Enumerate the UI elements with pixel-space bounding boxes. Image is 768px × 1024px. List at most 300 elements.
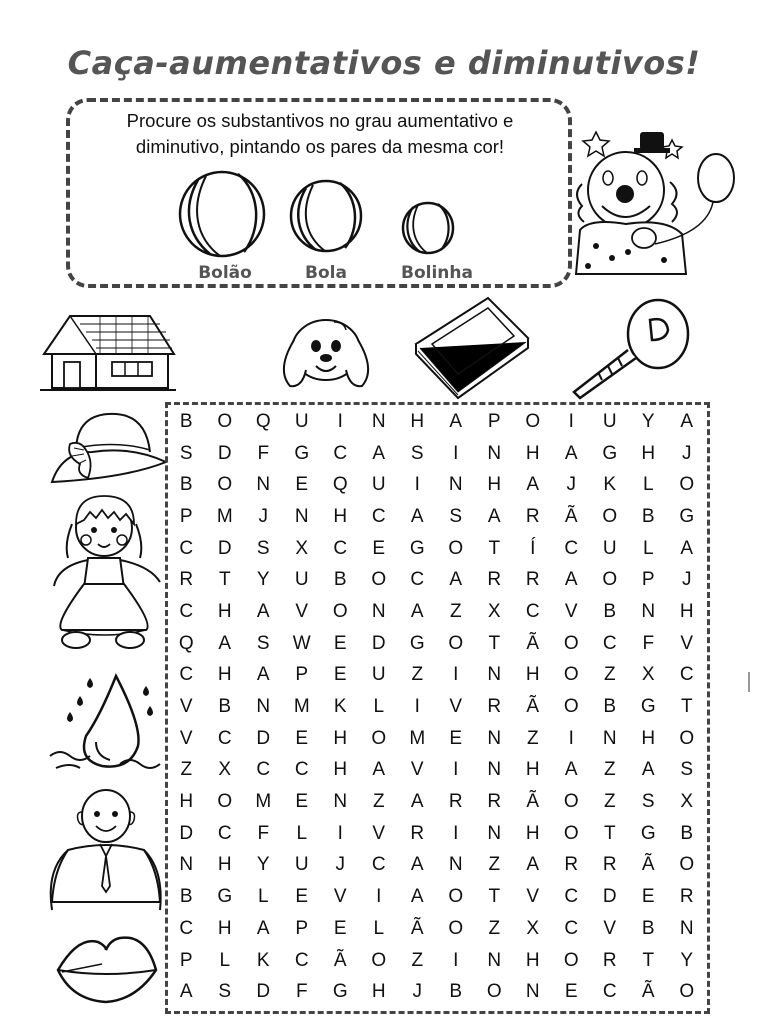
- grid-letter[interactable]: O: [448, 886, 464, 908]
- grid-letter[interactable]: V: [526, 886, 540, 908]
- grid-letter[interactable]: M: [255, 791, 272, 813]
- grid-letter[interactable]: A: [218, 632, 232, 654]
- grid-letter[interactable]: G: [602, 442, 618, 464]
- grid-letter[interactable]: I: [453, 949, 459, 971]
- grid-letter[interactable]: B: [179, 886, 193, 908]
- dog-icon: [278, 314, 374, 390]
- grid-row: [167, 564, 707, 596]
- grid-letter[interactable]: G: [294, 442, 310, 464]
- grid-letter[interactable]: S: [256, 537, 270, 559]
- grid-letter[interactable]: C: [179, 537, 194, 559]
- grid-letter[interactable]: H: [333, 727, 348, 749]
- grid-letter[interactable]: Ã: [564, 505, 578, 527]
- grid-letter[interactable]: P: [179, 949, 193, 971]
- grid-letter[interactable]: J: [566, 474, 576, 496]
- grid-letter[interactable]: G: [409, 537, 425, 559]
- grid-letter[interactable]: Z: [603, 759, 616, 781]
- grid-letter[interactable]: Z: [411, 664, 424, 686]
- grid-letter[interactable]: N: [602, 727, 617, 749]
- grid-letter[interactable]: Í: [530, 537, 536, 559]
- grid-letter[interactable]: B: [449, 981, 463, 1003]
- grid-letter[interactable]: V: [295, 600, 309, 622]
- grid-letter[interactable]: A: [526, 474, 540, 496]
- grid-letter[interactable]: S: [449, 505, 463, 527]
- grid-letter[interactable]: L: [642, 537, 654, 559]
- grid-row: [167, 533, 707, 565]
- grid-letter[interactable]: H: [333, 505, 348, 527]
- grid-letter[interactable]: O: [563, 632, 579, 654]
- grid-letter[interactable]: I: [337, 410, 343, 432]
- grid-row: [167, 786, 707, 818]
- grid-letter[interactable]: V: [179, 696, 193, 718]
- page-title: Caça-aumentativos e diminutivos!: [67, 44, 701, 82]
- grid-letter[interactable]: C: [333, 537, 348, 559]
- grid-letter[interactable]: O: [679, 474, 695, 496]
- grid-letter[interactable]: L: [257, 886, 269, 908]
- grid-letter[interactable]: E: [333, 664, 347, 686]
- grid-letter[interactable]: P: [295, 664, 309, 686]
- grid-letter[interactable]: L: [373, 917, 385, 939]
- grid-letter[interactable]: I: [376, 886, 382, 908]
- grid-letter[interactable]: H: [333, 759, 348, 781]
- grid-letter[interactable]: R: [602, 854, 617, 876]
- grid-letter[interactable]: C: [371, 854, 386, 876]
- grid-letter[interactable]: Ã: [410, 917, 424, 939]
- grid-letter[interactable]: M: [293, 696, 310, 718]
- grid-letter[interactable]: Ã: [526, 791, 540, 813]
- grid-letter[interactable]: J: [412, 981, 422, 1003]
- ball-label-bolao: Bolão: [198, 263, 252, 283]
- grid-letter[interactable]: T: [642, 949, 655, 971]
- water-drop-icon: [50, 656, 162, 774]
- grid-letter[interactable]: K: [333, 696, 347, 718]
- grid-letter[interactable]: J: [258, 505, 268, 527]
- grid-letter[interactable]: O: [563, 949, 579, 971]
- grid-letter[interactable]: O: [525, 410, 541, 432]
- grid-letter[interactable]: E: [449, 727, 463, 749]
- grid-letter[interactable]: A: [680, 537, 694, 559]
- grid-letter[interactable]: C: [256, 759, 271, 781]
- grid-letter[interactable]: L: [373, 696, 385, 718]
- grid-letter[interactable]: I: [414, 474, 420, 496]
- grid-letter[interactable]: A: [179, 981, 193, 1003]
- grid-letter[interactable]: G: [640, 822, 656, 844]
- grid-letter[interactable]: B: [680, 822, 694, 844]
- grid-letter[interactable]: R: [487, 791, 502, 813]
- grid-letter[interactable]: I: [453, 759, 459, 781]
- grid-letter[interactable]: I: [453, 664, 459, 686]
- grid-letter[interactable]: N: [487, 759, 502, 781]
- ball-label-bolinha: Bolinha: [401, 263, 473, 283]
- grid-letter[interactable]: V: [410, 759, 424, 781]
- grid-letter[interactable]: J: [335, 854, 345, 876]
- grid-letter[interactable]: D: [256, 727, 271, 749]
- grid-letter[interactable]: R: [487, 569, 502, 591]
- grid-letter[interactable]: C: [602, 632, 617, 654]
- grid-row: [167, 406, 707, 438]
- grid-letter[interactable]: O: [371, 727, 387, 749]
- grid-letter[interactable]: E: [295, 791, 309, 813]
- grid-row: [167, 881, 707, 913]
- grid-letter[interactable]: L: [296, 822, 308, 844]
- grid-letter[interactable]: R: [410, 822, 425, 844]
- grid-letter[interactable]: Ã: [641, 854, 655, 876]
- grid-letter[interactable]: F: [257, 442, 270, 464]
- grid-letter[interactable]: U: [294, 410, 309, 432]
- grid-letter[interactable]: O: [563, 822, 579, 844]
- grid-letter[interactable]: R: [487, 696, 502, 718]
- grid-letter[interactable]: Y: [256, 569, 270, 591]
- grid-letter[interactable]: E: [333, 917, 347, 939]
- grid-letter[interactable]: Ã: [526, 696, 540, 718]
- grid-letter[interactable]: V: [564, 600, 578, 622]
- grid-letter[interactable]: V: [603, 917, 617, 939]
- grid-letter[interactable]: H: [525, 759, 540, 781]
- grid-letter[interactable]: C: [179, 664, 194, 686]
- grid-letter[interactable]: L: [219, 949, 231, 971]
- grid-letter[interactable]: A: [449, 410, 463, 432]
- grid-letter[interactable]: B: [641, 917, 655, 939]
- grid-letter[interactable]: Z: [603, 664, 616, 686]
- grid-letter[interactable]: W: [292, 632, 311, 654]
- grid-row: [167, 850, 707, 882]
- grid-letter[interactable]: U: [294, 854, 309, 876]
- grid-letter[interactable]: O: [563, 664, 579, 686]
- grid-letter[interactable]: N: [371, 410, 386, 432]
- grid-letter[interactable]: A: [526, 854, 540, 876]
- grid-letter[interactable]: E: [564, 981, 578, 1003]
- grid-letter[interactable]: A: [410, 854, 424, 876]
- grid-letter[interactable]: V: [680, 632, 694, 654]
- ball-label-bola: Bola: [305, 263, 347, 283]
- grid-letter[interactable]: V: [179, 727, 193, 749]
- grid-row: [167, 976, 707, 1008]
- grid-letter[interactable]: X: [295, 537, 309, 559]
- grid-letter[interactable]: A: [641, 759, 655, 781]
- grid-letter[interactable]: G: [640, 696, 656, 718]
- grid-letter[interactable]: O: [371, 569, 387, 591]
- grid-letter[interactable]: H: [525, 949, 540, 971]
- grid-letter[interactable]: E: [295, 474, 309, 496]
- grid-letter[interactable]: B: [333, 569, 347, 591]
- grid-letter[interactable]: C: [410, 569, 425, 591]
- grid-letter[interactable]: P: [641, 569, 655, 591]
- grid-letter[interactable]: A: [410, 886, 424, 908]
- grid-letter[interactable]: Z: [488, 854, 501, 876]
- grid-letter[interactable]: N: [371, 600, 386, 622]
- grid-letter[interactable]: A: [564, 759, 578, 781]
- grid-letter[interactable]: A: [449, 569, 463, 591]
- grid-letter[interactable]: H: [371, 981, 386, 1003]
- grid-letter[interactable]: Y: [680, 949, 694, 971]
- big-ball-icon: [176, 168, 268, 260]
- grid-letter[interactable]: H: [217, 600, 232, 622]
- medium-ball-icon: [288, 178, 364, 254]
- grid-letter[interactable]: M: [216, 505, 233, 527]
- grid-letter[interactable]: C: [217, 727, 232, 749]
- grid-letter[interactable]: K: [256, 949, 270, 971]
- grid-letter[interactable]: B: [603, 600, 617, 622]
- grid-letter[interactable]: O: [217, 791, 233, 813]
- grid-letter[interactable]: O: [602, 505, 618, 527]
- grid-letter[interactable]: S: [680, 759, 694, 781]
- grid-letter[interactable]: B: [603, 696, 617, 718]
- grid-letter[interactable]: R: [525, 505, 540, 527]
- grid-letter[interactable]: G: [217, 886, 233, 908]
- grid-letter[interactable]: O: [371, 949, 387, 971]
- grid-row: [167, 913, 707, 945]
- grid-letter[interactable]: N: [487, 442, 502, 464]
- grid-letter[interactable]: C: [333, 442, 348, 464]
- grid-letter[interactable]: H: [487, 474, 502, 496]
- grid-letter[interactable]: Q: [255, 410, 271, 432]
- grid-letter[interactable]: V: [449, 696, 463, 718]
- grid-letter[interactable]: Z: [603, 791, 616, 813]
- grid-letter[interactable]: C: [564, 917, 579, 939]
- grid-letter[interactable]: H: [525, 442, 540, 464]
- grid-letter[interactable]: H: [410, 410, 425, 432]
- grid-letter[interactable]: Z: [449, 600, 462, 622]
- grid-letter[interactable]: O: [679, 981, 695, 1003]
- grid-letter[interactable]: A: [564, 569, 578, 591]
- grid-letter[interactable]: R: [448, 791, 463, 813]
- grid-letter[interactable]: U: [602, 410, 617, 432]
- grid-letter[interactable]: H: [525, 822, 540, 844]
- grid-letter[interactable]: N: [256, 474, 271, 496]
- grid-letter[interactable]: T: [488, 537, 501, 559]
- grid-letter[interactable]: O: [486, 981, 502, 1003]
- grid-letter[interactable]: N: [487, 949, 502, 971]
- grid-letter[interactable]: X: [526, 917, 540, 939]
- key-icon: [572, 298, 692, 402]
- grid-letter[interactable]: H: [641, 727, 656, 749]
- grid-letter[interactable]: B: [179, 410, 193, 432]
- grid-letter[interactable]: C: [294, 759, 309, 781]
- grid-letter[interactable]: N: [679, 917, 694, 939]
- grid-letter[interactable]: H: [217, 854, 232, 876]
- grid-letter[interactable]: I: [337, 822, 343, 844]
- grid-letter[interactable]: Z: [526, 727, 539, 749]
- grid-letter[interactable]: F: [257, 822, 270, 844]
- grid-letter[interactable]: O: [448, 537, 464, 559]
- grid-letter[interactable]: H: [679, 600, 694, 622]
- grid-letter[interactable]: O: [217, 410, 233, 432]
- grid-letter[interactable]: E: [333, 632, 347, 654]
- grid-letter[interactable]: N: [641, 600, 656, 622]
- grid-letter[interactable]: Ã: [333, 949, 347, 971]
- lips-icon: [54, 930, 158, 1008]
- grid-letter[interactable]: U: [371, 474, 386, 496]
- grid-letter[interactable]: I: [453, 442, 459, 464]
- grid-letter[interactable]: R: [679, 886, 694, 908]
- grid-letter[interactable]: N: [487, 822, 502, 844]
- grid-letter[interactable]: A: [680, 410, 694, 432]
- grid-letter[interactable]: N: [333, 791, 348, 813]
- grid-letter[interactable]: V: [372, 822, 386, 844]
- grid-letter[interactable]: O: [563, 791, 579, 813]
- instructions-line-1: Procure os substantivos no grau aumentativo e: [126, 110, 514, 131]
- hat-icon: [50, 408, 168, 486]
- grid-letter[interactable]: T: [680, 696, 693, 718]
- grid-letter[interactable]: G: [409, 632, 425, 654]
- grid-letter[interactable]: C: [679, 664, 694, 686]
- grid-letter[interactable]: O: [217, 474, 233, 496]
- grid-letter[interactable]: V: [333, 886, 347, 908]
- grid-letter[interactable]: D: [371, 632, 386, 654]
- grid-letter[interactable]: A: [372, 759, 386, 781]
- grid-letter[interactable]: I: [568, 727, 574, 749]
- grid-letter[interactable]: A: [410, 791, 424, 813]
- grid-letter[interactable]: S: [179, 442, 193, 464]
- grid-letter[interactable]: M: [409, 727, 426, 749]
- grid-row: [167, 945, 707, 977]
- grid-letter[interactable]: J: [682, 442, 692, 464]
- grid-letter[interactable]: G: [332, 981, 348, 1003]
- grid-letter[interactable]: Q: [332, 474, 348, 496]
- grid-letter[interactable]: C: [602, 981, 617, 1003]
- grid-letter[interactable]: E: [372, 537, 386, 559]
- grid-letter[interactable]: O: [448, 917, 464, 939]
- grid-letter[interactable]: H: [525, 664, 540, 686]
- grid-letter[interactable]: R: [179, 569, 194, 591]
- grid-letter[interactable]: J: [682, 569, 692, 591]
- grid-letter[interactable]: P: [295, 917, 309, 939]
- grid-letter[interactable]: D: [256, 981, 271, 1003]
- grid-letter[interactable]: N: [448, 854, 463, 876]
- book-icon: [410, 294, 532, 398]
- grid-letter[interactable]: A: [410, 600, 424, 622]
- grid-letter[interactable]: C: [217, 822, 232, 844]
- grid-letter[interactable]: E: [641, 886, 655, 908]
- grid-letter[interactable]: O: [679, 854, 695, 876]
- grid-letter[interactable]: P: [487, 410, 501, 432]
- grid-letter[interactable]: T: [488, 632, 501, 654]
- grid-letter[interactable]: H: [217, 917, 232, 939]
- grid-letter[interactable]: C: [564, 537, 579, 559]
- grid-letter[interactable]: R: [525, 569, 540, 591]
- grid-letter[interactable]: U: [294, 569, 309, 591]
- grid-letter[interactable]: Ã: [526, 632, 540, 654]
- grid-letter[interactable]: B: [641, 505, 655, 527]
- grid-letter[interactable]: B: [179, 474, 193, 496]
- grid-letter[interactable]: P: [179, 505, 193, 527]
- grid-letter[interactable]: N: [179, 854, 194, 876]
- grid-letter[interactable]: O: [448, 632, 464, 654]
- grid-letter[interactable]: D: [179, 822, 194, 844]
- grid-letter[interactable]: Z: [488, 917, 501, 939]
- grid-letter[interactable]: D: [602, 886, 617, 908]
- grid-letter[interactable]: R: [602, 949, 617, 971]
- grid-letter[interactable]: T: [603, 822, 616, 844]
- grid-letter[interactable]: H: [641, 442, 656, 464]
- grid-letter[interactable]: O: [563, 696, 579, 718]
- grid-letter[interactable]: A: [256, 664, 270, 686]
- grid-letter[interactable]: N: [487, 727, 502, 749]
- grid-letter[interactable]: H: [217, 664, 232, 686]
- grid-row: [167, 723, 707, 755]
- grid-letter[interactable]: I: [453, 822, 459, 844]
- grid-letter[interactable]: N: [256, 696, 271, 718]
- grid-row: [167, 818, 707, 850]
- grid-letter[interactable]: I: [414, 696, 420, 718]
- grid-letter[interactable]: N: [294, 505, 309, 527]
- grid-letter[interactable]: U: [371, 664, 386, 686]
- grid-letter[interactable]: F: [642, 632, 655, 654]
- instructions-line-2: diminutivo, pintando os pares da mesma cor!: [135, 136, 505, 157]
- grid-letter[interactable]: T: [488, 886, 501, 908]
- grid-letter[interactable]: N: [487, 664, 502, 686]
- grid-letter[interactable]: C: [294, 949, 309, 971]
- grid-letter[interactable]: C: [564, 886, 579, 908]
- grid-letter[interactable]: E: [295, 727, 309, 749]
- grid-letter[interactable]: U: [602, 537, 617, 559]
- grid-letter[interactable]: E: [295, 886, 309, 908]
- grid-letter[interactable]: Z: [411, 949, 424, 971]
- grid-letter[interactable]: Z: [180, 759, 193, 781]
- grid-letter[interactable]: D: [217, 442, 232, 464]
- grid-letter[interactable]: I: [568, 410, 574, 432]
- grid-letter[interactable]: O: [602, 569, 618, 591]
- grid-letter[interactable]: K: [603, 474, 617, 496]
- grid-letter[interactable]: O: [679, 727, 695, 749]
- grid-letter[interactable]: L: [642, 474, 654, 496]
- grid-letter[interactable]: G: [679, 505, 695, 527]
- grid-letter[interactable]: N: [525, 981, 540, 1003]
- grid-letter[interactable]: N: [448, 474, 463, 496]
- grid-row: [167, 628, 707, 660]
- grid-letter[interactable]: C: [179, 600, 194, 622]
- grid-letter[interactable]: Z: [372, 791, 385, 813]
- grid-letter[interactable]: R: [564, 854, 579, 876]
- grid-letter[interactable]: Q: [178, 632, 194, 654]
- grid-letter[interactable]: A: [256, 917, 270, 939]
- grid-letter[interactable]: A: [372, 442, 386, 464]
- house-icon: [40, 310, 176, 392]
- grid-letter[interactable]: D: [217, 537, 232, 559]
- grid-letter[interactable]: S: [218, 981, 232, 1003]
- grid-letter[interactable]: X: [641, 664, 655, 686]
- man-icon: [48, 788, 166, 924]
- grid-row: [167, 596, 707, 628]
- grid-letter[interactable]: X: [218, 759, 232, 781]
- grid-letter[interactable]: H: [179, 791, 194, 813]
- grid-letter[interactable]: B: [218, 696, 232, 718]
- grid-letter[interactable]: X: [680, 791, 694, 813]
- word-search-grid: [167, 406, 707, 1008]
- grid-letter[interactable]: S: [256, 632, 270, 654]
- grid-letter[interactable]: Ã: [641, 981, 655, 1003]
- grid-row: [167, 660, 707, 692]
- grid-letter[interactable]: A: [410, 505, 424, 527]
- grid-row: [167, 755, 707, 787]
- grid-letter[interactable]: T: [218, 569, 231, 591]
- grid-letter[interactable]: Y: [256, 854, 270, 876]
- grid-letter[interactable]: A: [564, 442, 578, 464]
- grid-letter[interactable]: C: [525, 600, 540, 622]
- grid-row: [167, 691, 707, 723]
- grid-letter[interactable]: A: [256, 600, 270, 622]
- grid-letter[interactable]: C: [179, 917, 194, 939]
- grid-letter[interactable]: X: [487, 600, 501, 622]
- grid-letter[interactable]: A: [487, 505, 501, 527]
- grid-letter[interactable]: C: [371, 505, 386, 527]
- grid-letter[interactable]: S: [641, 791, 655, 813]
- grid-letter[interactable]: Y: [641, 410, 655, 432]
- grid-letter[interactable]: F: [295, 981, 308, 1003]
- grid-letter[interactable]: S: [410, 442, 424, 464]
- clown-icon: [568, 118, 740, 278]
- grid-letter[interactable]: O: [332, 600, 348, 622]
